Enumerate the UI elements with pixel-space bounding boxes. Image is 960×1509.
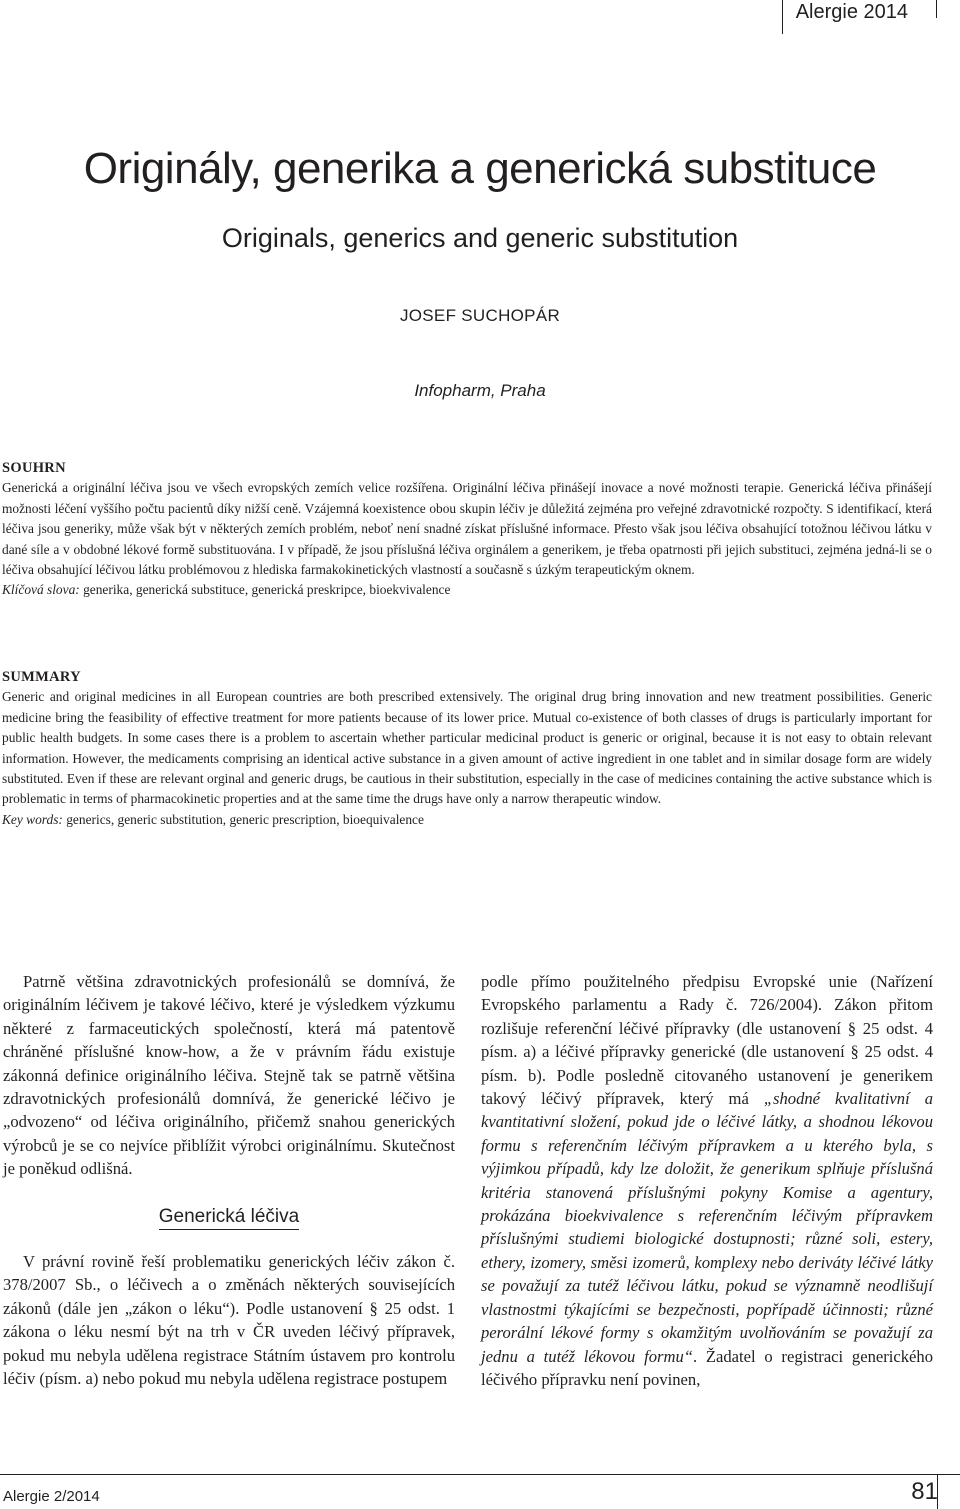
keywords-english-label: Key words: xyxy=(2,811,63,827)
running-head: Alergie 2014 xyxy=(795,1,908,23)
abstract-english-heading: SUMMARY xyxy=(2,669,81,685)
abstract-czech xyxy=(2,458,932,601)
footer-divider xyxy=(0,1474,960,1475)
body-column-right xyxy=(481,970,933,1391)
keywords-english: generics, generic substitution, generic prescription, bioequivalence xyxy=(66,811,424,827)
body-column-left xyxy=(3,970,455,1391)
abstract-czech-text: Generická a originální léčiva jsou ve všech evropských zemích velice rozšířena. Originální léčiva přinášejí inovace a nové možnosti terapie. Generická léčiva přinášejí možnosti léčení vyššího počtu pacientů díky nižší ceně. Vzájemná koexistence obou skupin léčiv je důležitá zejména pro veřejné zdravotnické rozpočty. S identifikací, která léčiva jsou generiky, může však být v některých zemích problém, neboť není snadné získat příslušné informace. Přesto však jsou léčiva obsahující totožnou léčivou látku v dané síle a v obdobné lékové formě substituována. I v případě, že jsou příslušná léčiva orginálem a generikem, je třeba opatrnosti při jejich substituci, zejména jedná-li se o léčiva obsahující léčivou látku problémovou z hlediska farmakokinetických vlastností a současně s úzkým terapeutickým oknem. xyxy=(2,480,932,578)
abstract-english-text: Generic and original medicines in all European countries are both prescribed extensively. The original drug bring innovation and new treatment possibilities. Generic medicine bring the feasibility of effective treatment for more patients because of its lower price. Mutual co-existence of both classes of drugs is particularly important for public health budgets. In some cases there is a problem to ascertain whether particular medicinal product is generic or original, because it is not easy to obtain relevant information. However, the medicaments comprising an identical active substance in a given amount of active ingredient in one tablet and in similar dosage form are widely substituted. Even if these are relevant orginal and generic drugs, be cautious in their substitution, especially in the case of medicines containing the active substance which is problematic in terms of pharmacokinetic properties and at the same time the drugs have only a narrow therapeutic window. xyxy=(2,689,932,807)
section-heading-text: Generická léčiva xyxy=(159,1206,299,1230)
body-text: . Žadatel o registraci generického léčivého přípravku není povinen, xyxy=(481,1346,933,1389)
abstract-czech-heading: SOUHRN xyxy=(2,460,66,476)
keywords-czech: generika, generická substituce, generická preskripce, bioekvivalence xyxy=(83,582,451,598)
footer-issue: Alergie 2/2014 xyxy=(3,1488,100,1505)
body-paragraph xyxy=(481,970,933,1391)
legal-quote: „shodné kvalitativní a kvantitativní složení, pokud jde o léčivé látky, a shodnou lékovou formu s referenčním léčivým přípravkem a u kterého byla, s výjimkou případů, kdy lze doložit, že generikum splňuje příslušná kritéria stanovená příslušnými pokyny Komise a agentury, prokázána bioekvivalence s referenčním léčivým přípravkem příslušnými studiemi biologické dostupnosti; různé soli, estery, ethery, izomery, směsi izomerů, komplexy nebo deriváty léčivé látky se považují za tutéž léčivou látku, pokud se významně neodlišují vlastnostmi týkajícími se bezpečnosti, popřípadě účinnosti; různé perorální lékové formy s okamžitým uvolňováním se považují za jednu a tutéž lékovou formu“ xyxy=(481,1089,933,1366)
body-paragraph: Patrně většina zdravotnických profesionálů se domnívá, že originálním léčivem je takové léčivo, které je výsledkem výzkumu některé z farmaceutických společností, která má patentově chráněné příslušné know-how, a že v právním řádu existuje zákonná definice originálního léčiva. Stejně tak se patrně většina zdravotnických profesionálů domnívá, že generické léčivo je „odvozeno“ od léčiva originálního, přičemž snahou generických výrobců je se co nejvíce přiblížit výrobci originálnímu. Skutečnost je poněkud odlišná. xyxy=(3,972,455,1179)
article-title: Originály, generika a generická substituce xyxy=(83,144,877,194)
article-subtitle: Originals, generics and generic substitution xyxy=(221,223,739,253)
page-number: 81 xyxy=(911,1478,938,1505)
keywords-czech-label: Klíčová slova: xyxy=(2,582,80,598)
section-heading xyxy=(3,1205,455,1228)
header-divider xyxy=(782,0,783,34)
body-text: podle přímo použitelného předpisu Evropské unie (Nařízení Evropského parlamentu a Rady č. 726/2004). Zákon přitom rozlišuje referenční léčivé přípravky (dle ustanovení § 25 odst. 4 písm. a) a léčivé přípravky generické (dle ustanovení § 25 odst. 4 písm. b). Podle posledně citovaného ustanovení je generikem takový léčivý přípravek, který má xyxy=(481,972,933,1109)
author-name: JOSEF SUCHOPÁR xyxy=(399,306,561,325)
author-affiliation: Infopharm, Praha xyxy=(414,381,546,400)
header-divider-right xyxy=(936,0,937,18)
abstract-english xyxy=(2,667,932,830)
body-paragraph: V právní rovině řeší problematiku generických léčiv zákon č. 378/2007 Sb., o léčivech a o změnách některých souvisejících zákonů (dále jen „zákon o léku“). Podle ustanovení § 25 odst. 1 zákona o léku nesmí být na trh v ČR uveden léčivý přípravek, pokud mu nebyla udělena registrace Státním ústavem pro kontrolu léčiv (písm. a) nebo pokud mu nebyla udělena registrace postupem xyxy=(3,1252,455,1389)
